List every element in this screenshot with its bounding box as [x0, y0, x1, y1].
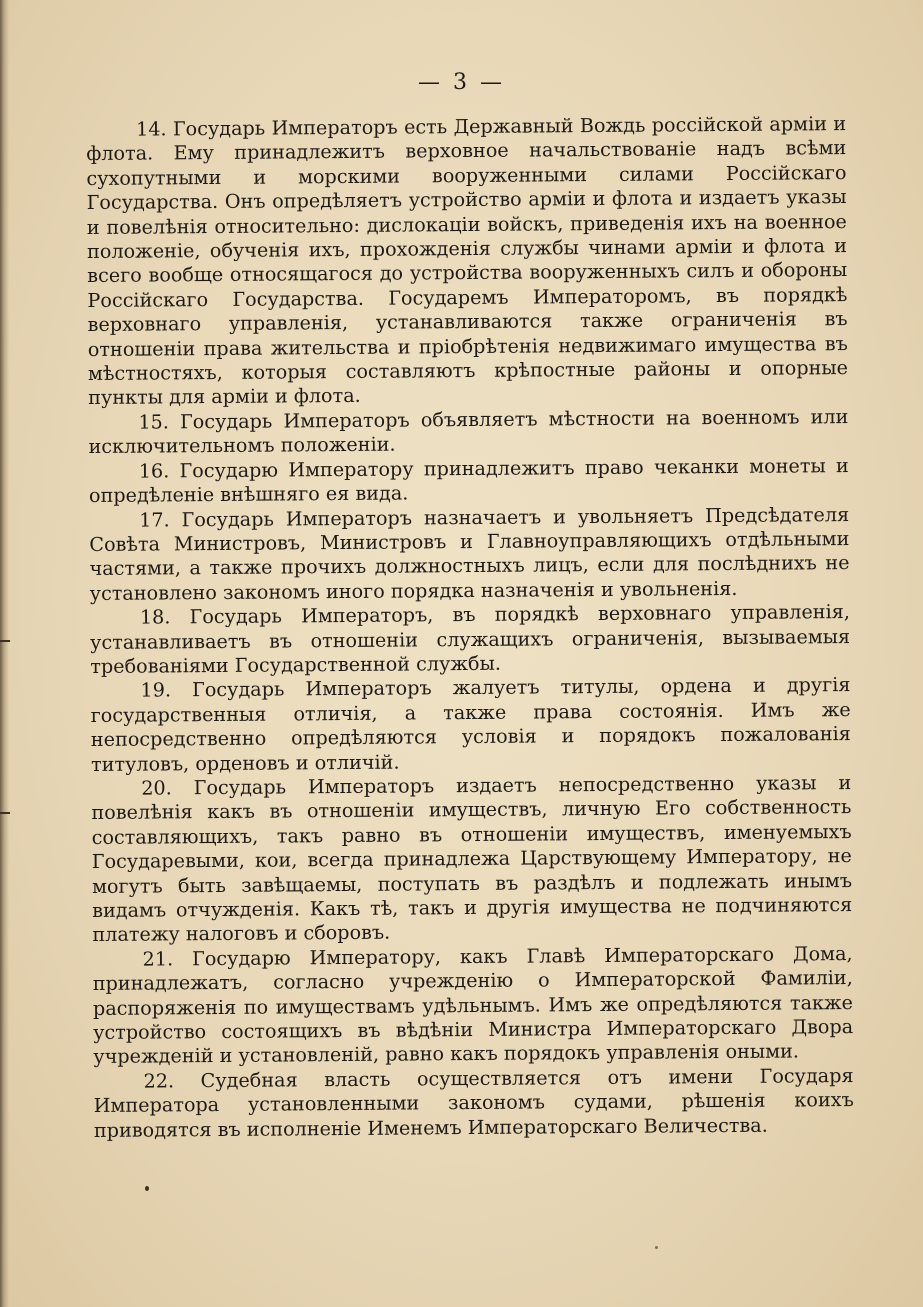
article-19: 19. Государь Императоръ жалуетъ титулы, ордена и другія государственныя отличія, а также права состоянія. Имъ же непосредственно опредѣляются условія и порядокъ пожалованія титуловъ, орденовъ и отличій. [90, 673, 851, 776]
article-17: 17. Государь Императоръ назначаетъ и увольняетъ Предсѣдателя Совѣта Министровъ, Министровъ и Главноуправляющихъ отдѣльными частями, а также прочихъ должностныхъ лицъ, если для послѣднихъ не установлено закономъ иного порядка назначенія и увольненія. [89, 502, 850, 605]
edge-mark [0, 640, 10, 642]
article-20: 20. Государь Императоръ издаетъ непосредственно указы и повелѣнія какъ въ отношеніи имуществъ, личную Его собственность составляющихъ, такъ равно въ отношеніи имуществъ, именуемыхъ Государевыми, кои, всегда принадлежа Царствующему Императору, не могутъ быть завѣщаемы, поступать въ раздѣлъ и подлежать инымъ видамъ отчужденія. Какъ тѣ, такъ и другія имущества не подчиняются платежу налоговъ и сборовъ. [91, 770, 853, 947]
ink-speck [655, 1246, 658, 1249]
article-21: 21. Государю Императору, какъ Главѣ Императорскаго Дома, принадлежатъ, согласно учрежденію о Императорской Фамиліи, распоряженія по имуществамъ удѣльнымъ. Имъ же опредѣляются также устройство состоящихъ въ вѣдѣніи Министра Императорскаго Двора учрежденій и установленій, равно какъ порядокъ управленія оными. [92, 941, 854, 1069]
article-18: 18. Государь Императоръ, въ порядкѣ верховнаго управленія, устанавливаетъ въ отношеніи служащихъ ограниченія, вызываемыя требованіями Государственной службы. [90, 600, 851, 678]
article-16: 16. Государю Императору принадлежитъ право чеканки монеты и опредѣленіе внѣшняго ея вида. [88, 453, 849, 508]
page-edge-shadow [0, 0, 9, 1307]
page-number: — 3 — [418, 70, 505, 95]
article-15: 15. Государь Императоръ объявляетъ мѣстности на военномъ или исключительномъ положеніи. [88, 404, 849, 459]
body-text [86, 112, 854, 1143]
article-22: 22. Судебная власть осуществляется отъ имени Государя Императора установленными закономъ судами, рѣшенія коихъ приводятся въ исполненіе Именемъ Императорскаго Величества. [93, 1063, 854, 1142]
ink-speck [145, 1186, 149, 1191]
edge-mark [0, 812, 10, 814]
article-14: 14. Государь Императоръ есть Державный Вождь россійской арміи и флота. Ему принадлежитъ верховное начальствованіе надъ всѣми сухопутными и морскими вооруженными силами Россійскаго Государства. Онъ опредѣляетъ устройство арміи и флота и издаетъ указы и повелѣнія относительно: дислокаціи войскъ, приведенія ихъ на военное положеніе, обученія ихъ, прохожденія службы чинами арміи и флота и всего вообще относящагося до устройства вооруженныхъ силъ и обороны Россійскаго Государства. Государемъ Императоромъ, въ порядкѣ верховнаго управленія, устанавливаются также ограниченія въ отношеніи права жительства и пріобрѣтенія недвижимаго имущества въ мѣстностяхъ, которыя составляютъ крѣпостные районы и опорные пункты для арміи и флота. [86, 112, 849, 410]
